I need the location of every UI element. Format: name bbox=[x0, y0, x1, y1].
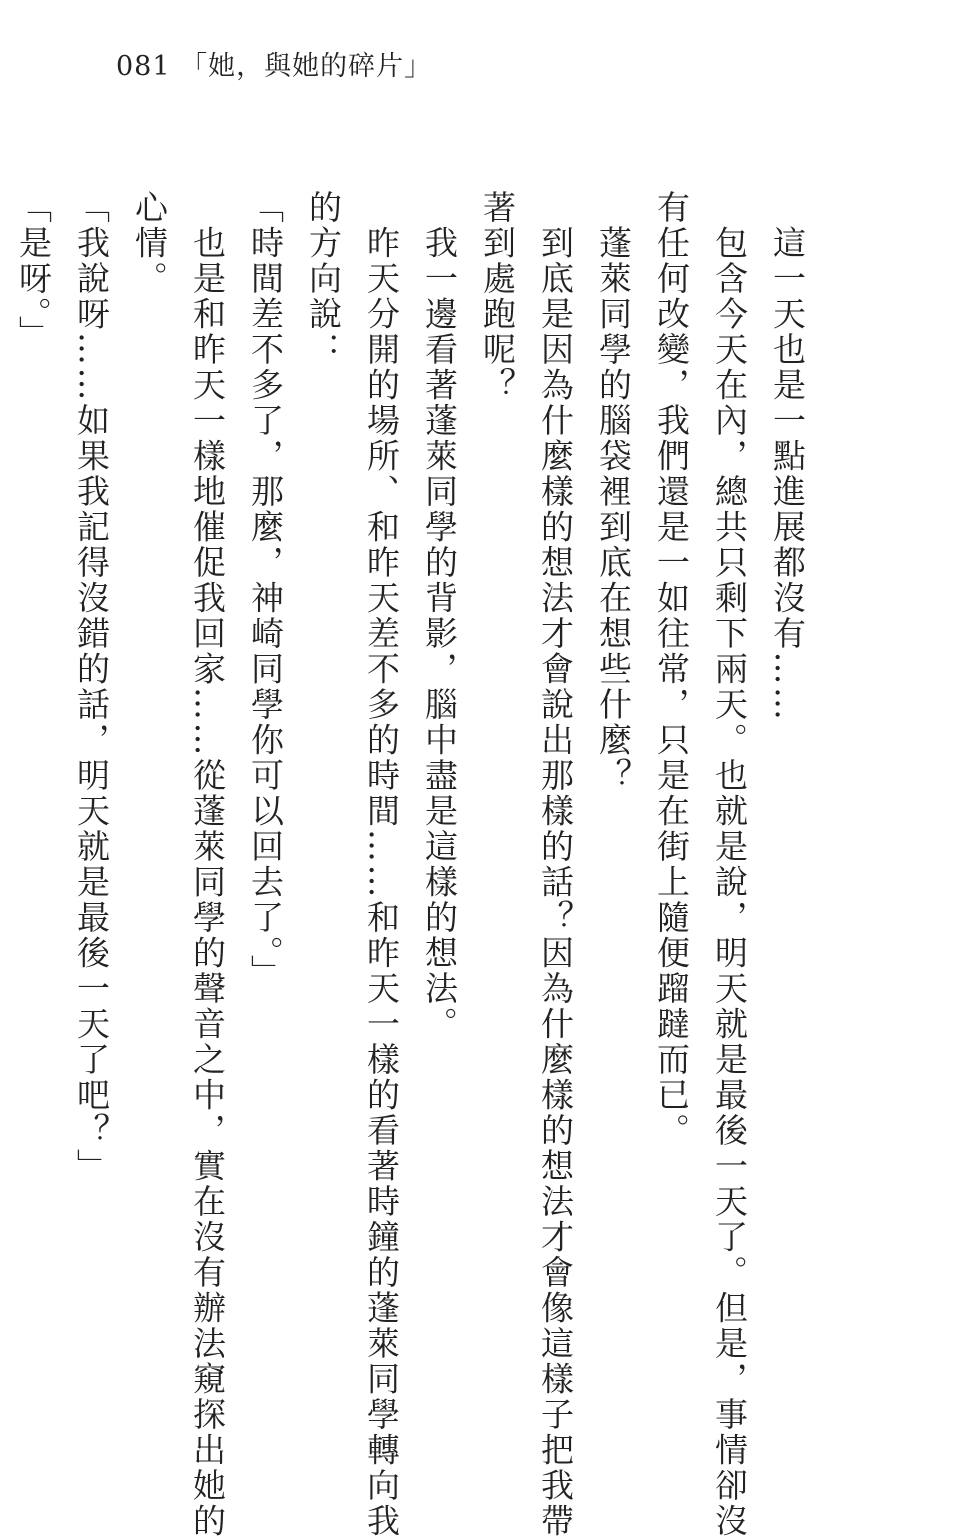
text-line: 著到處跑呢？ bbox=[478, 190, 517, 403]
text-line: 昨天分開的場所、和昨天差不多的時間……和昨天一樣的看著時鐘的蓬萊同學轉向我 bbox=[362, 190, 401, 1539]
text-line: 「是呀。」 bbox=[14, 190, 53, 351]
text-line: 「我說呀……如果我記得沒錯的話，明天就是最後一天了吧？」 bbox=[72, 190, 111, 1184]
text-line: 也是和昨天一樣地催促我回家……從蓬萊同學的聲音之中，實在沒有辦法窺探出她的 bbox=[188, 190, 227, 1539]
text-line: 的方向說： bbox=[304, 190, 343, 368]
text-line: 蓬萊同學的腦袋裡到底在想些什麼？ bbox=[594, 190, 633, 794]
text-line: 到底是因為什麼樣的想法才會說出那樣的話？因為什麼樣的想法才會像這樣子把我帶 bbox=[536, 190, 575, 1539]
vertical-text-body bbox=[14, 190, 808, 1539]
text-line: 有任何改變，我們還是一如往常，只是在街上隨便蹓躂而已。 bbox=[652, 190, 691, 1149]
page-number: 081 bbox=[116, 51, 171, 82]
page-header bbox=[116, 44, 432, 83]
text-line: 「時間差不多了，那麼，神崎同學你可以回去了。」 bbox=[246, 190, 285, 990]
text-line: 這一天也是一點進展都沒有…… bbox=[768, 190, 807, 723]
text-line: 包含今天在內，總共只剩下兩天。也就是說，明天就是最後一天了。但是，事情卻沒 bbox=[710, 190, 749, 1539]
text-line: 我一邊看著蓬萊同學的背影，腦中盡是這樣的想法。 bbox=[420, 190, 459, 1042]
chapter-title: 「她，與她的碎片」 bbox=[180, 51, 433, 82]
text-line: 心情。 bbox=[130, 190, 169, 297]
